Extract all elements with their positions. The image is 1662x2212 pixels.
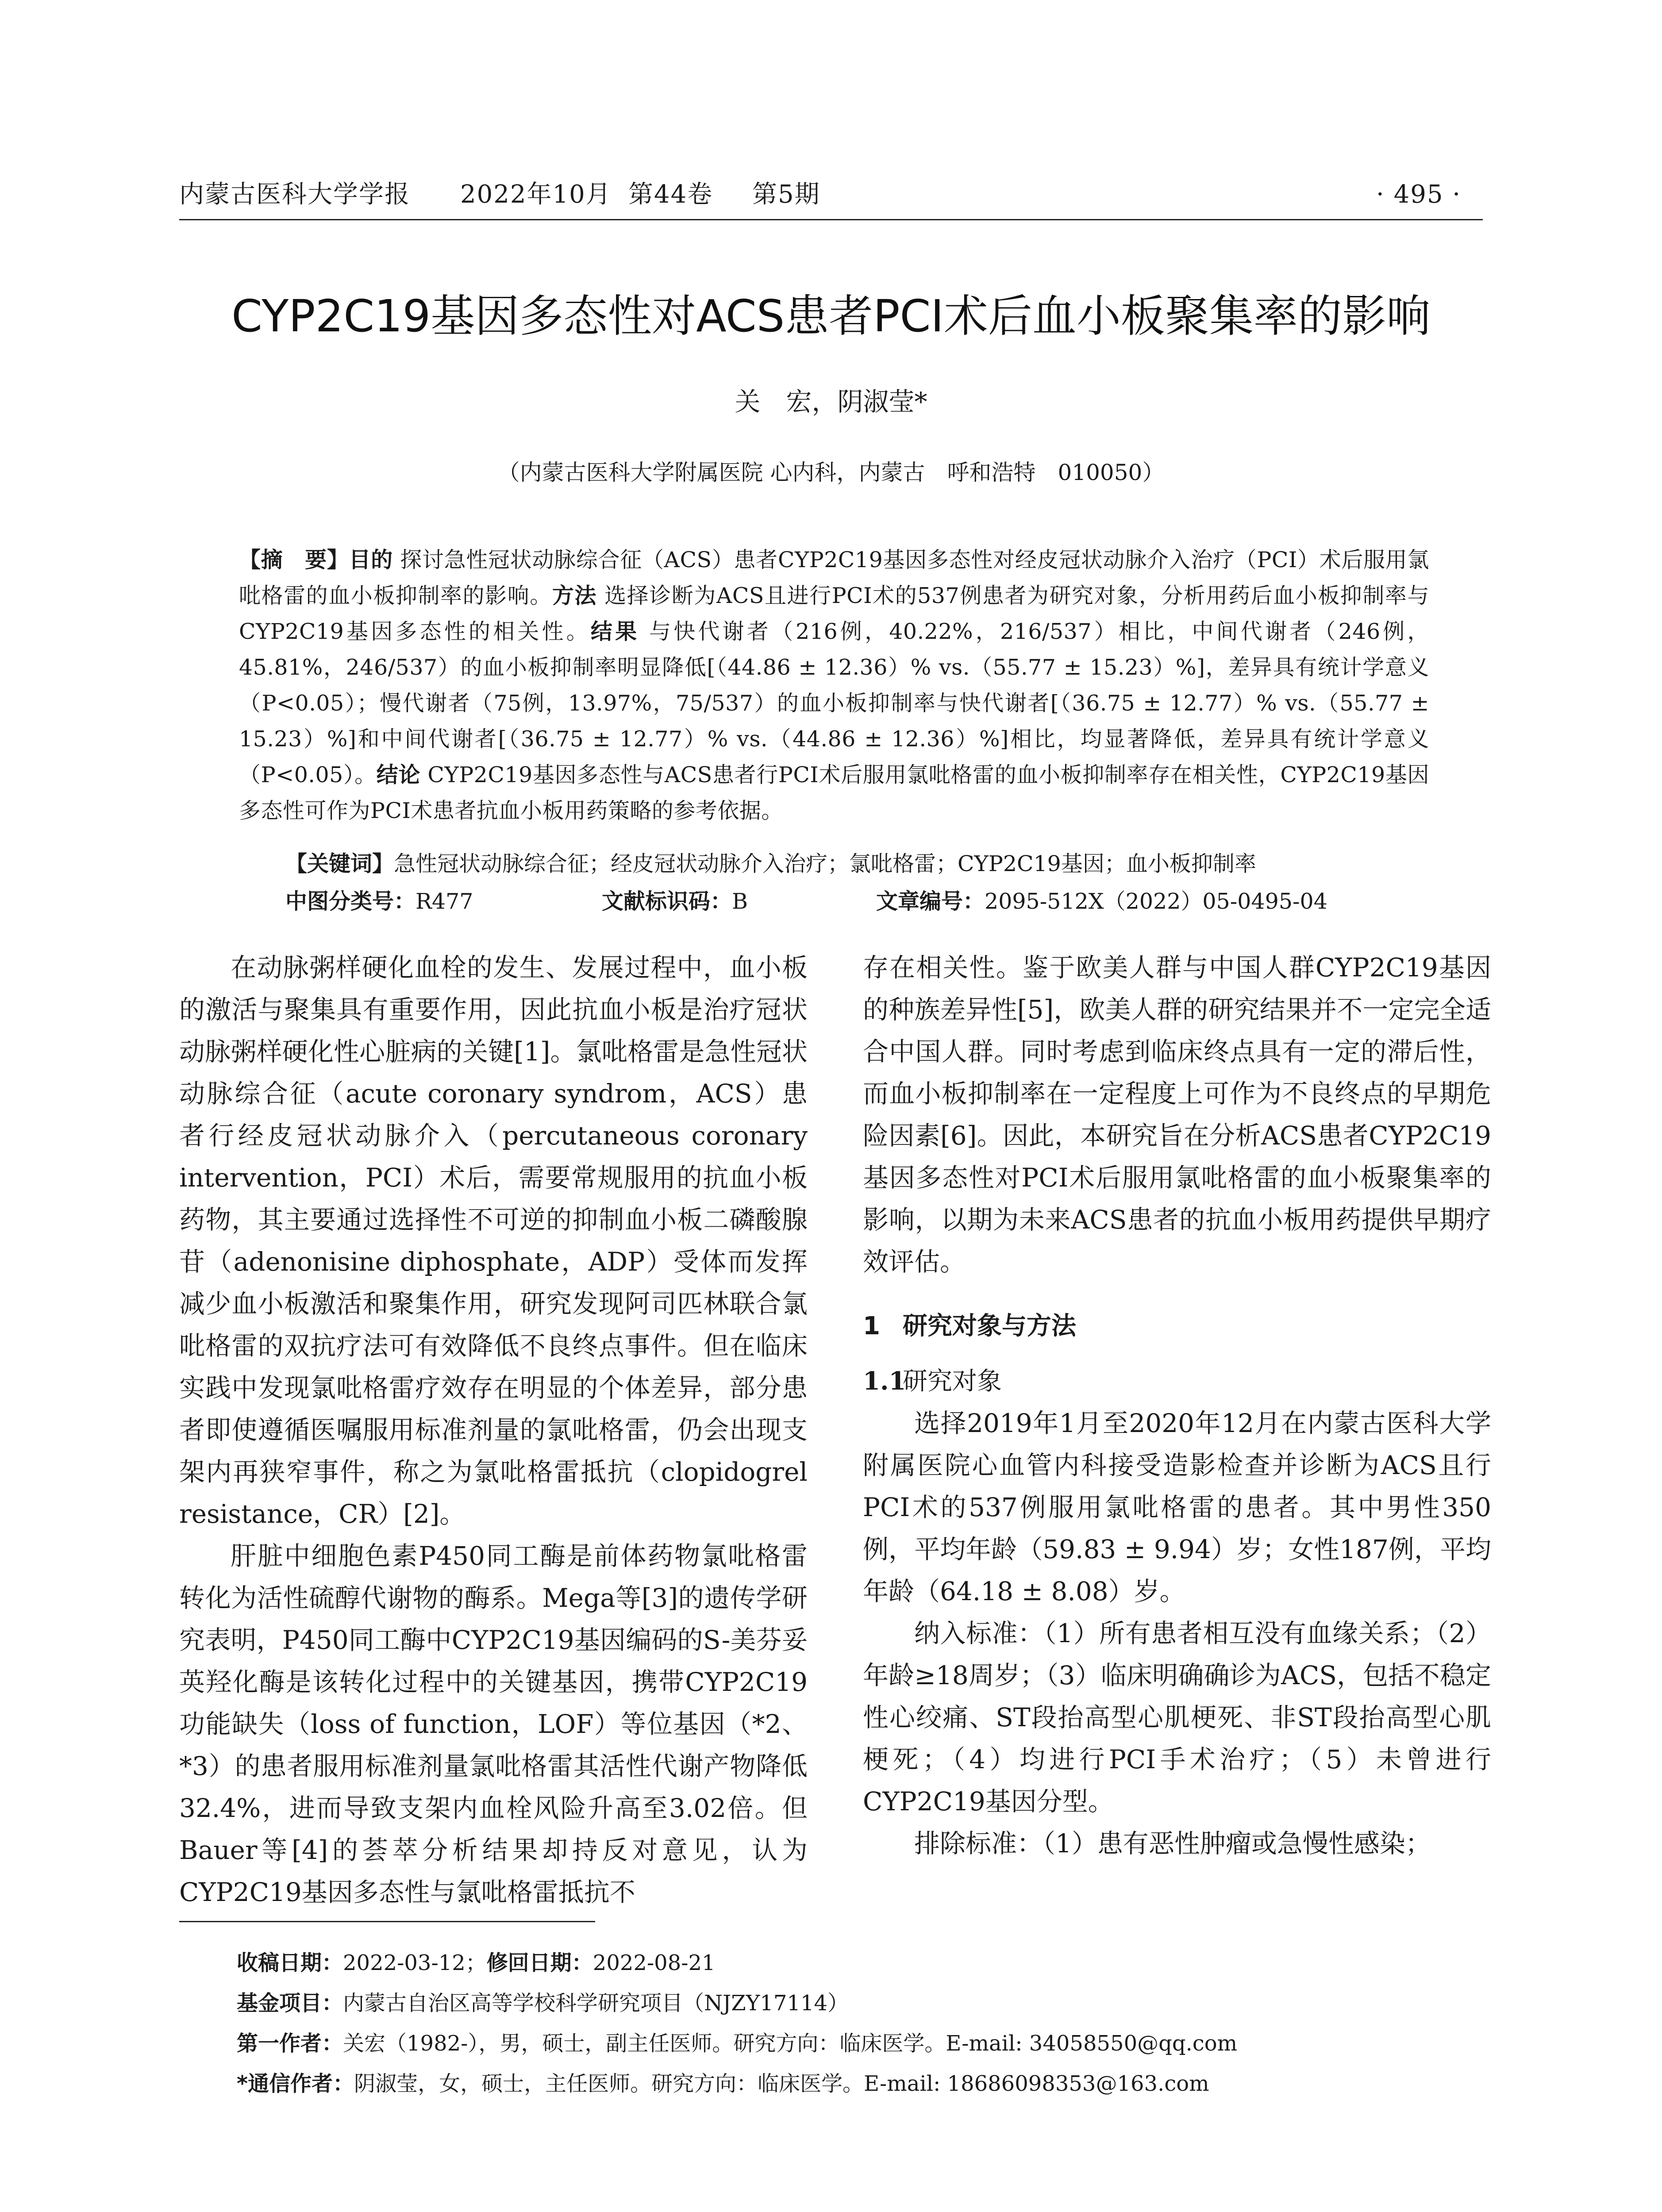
- corresponding-label: *通信作者：: [237, 2071, 354, 2096]
- volume: 第44卷: [628, 180, 713, 209]
- fund-label: 基金项目：: [237, 1991, 343, 2016]
- article-number: [876, 886, 1327, 917]
- methods-label: 方法: [552, 583, 597, 608]
- revised-value: 2022-08-21: [592, 1951, 716, 1975]
- article-no-value: 2095-512X（2022）05-0495-04: [985, 889, 1327, 914]
- keywords-label: 【关键词】: [285, 851, 394, 876]
- fund-info: [237, 1983, 1237, 2024]
- paragraph: 选择2019年1月至2020年12月在内蒙古医科大学附属医院心血管内科接受造影检查并诊断为ACS且行PCI术的537例服用氯吡格雷的患者。其中男性350例，平均年龄（59.83 ± 9.94）岁；女性187例，平均年龄（64.18 ± 8.08）岁。: [863, 1408, 1491, 1606]
- abstract-label: 【摘 要】: [239, 547, 349, 572]
- paragraph: 排除标准：（1）患有恶性肿瘤或急慢性感染；: [914, 1828, 1431, 1859]
- first-author-label: 第一作者：: [237, 2031, 343, 2056]
- revised-label: 修回日期：: [486, 1951, 593, 1975]
- section-heading: [863, 1305, 1491, 1347]
- paragraph: 肝脏中细胞色素P450同工酶是前体药物氯吡格雷转化为活性硫醇代谢物的酶系。Mega等[3]的遗传学研究表明，P450同工酶中CYP2C19基因编码的S-美芬妥英羟化酶是该转化过程中的关键基因，携带CYP2C19功能缺失（loss of function，LOF）等位基因（*2、*3）的患者服用标准剂量氯吡格雷其活性代谢产物降低32.4%，进而导致支架内血栓风险升高至3.02倍。但Bauer等[4]的荟萃分析结果却持反对意见，认为CYP2C19基因多态性与氯吡格雷抵抗不: [179, 1541, 808, 1907]
- methods-text: 选择诊断为ACS且进行PCI术的537例患者为研究对象，分析用药后血小板抑制率与CYP2C19基因多态性的相关性。: [239, 583, 1429, 644]
- paragraph: 纳入标准：（1）所有患者相互没有血缘关系；（2）年龄≥18周岁；（3）临床明确确诊为ACS，包括不稳定性心绞痛、ST段抬高型心肌梗死、非ST段抬高型心肌梗死；（4）均进行PCI手术治疗；（5）未曾进行CYP2C19基因分型。: [863, 1618, 1491, 1816]
- article-title: CYP2C19基因多态性对ACS患者PCI术后血小板聚集率的影响: [231, 290, 1431, 342]
- corresponding-author-info: [237, 2064, 1237, 2104]
- header-rule: [179, 219, 1483, 220]
- issue: 第5期: [752, 180, 820, 209]
- results-label: 结果: [590, 619, 640, 644]
- section-number: 1: [863, 1312, 880, 1340]
- affiliation: （内蒙古医科大学附属医院 心内科，内蒙古 呼和浩特 010050）: [497, 460, 1165, 485]
- abstract: [239, 542, 1429, 829]
- doc-code-label: 文献标识码：: [602, 889, 732, 914]
- received-label: 收稿日期：: [237, 1951, 343, 1975]
- body-right-column: [863, 947, 1491, 1865]
- paragraph: 在动脉粥样硬化血栓的发生、发展过程中，血小板的激活与聚集具有重要作用，因此抗血小板是治疗冠状动脉粥样硬化性心脏病的关键[1]。氯吡格雷是急性冠状动脉综合征（acute coronary syndrom，ACS）患者行经皮冠状动脉介入（percutaneous coronary intervention，PCI）术后，需要常规服用的抗血小板药物，其主要通过选择性不可逆的抑制血小板二磷酸腺苷（adenonisine diphosphate，ADP）受体而发挥减少血小板激活和聚集作用，研究发现阿司匹林联合氯吡格雷的双抗疗法可有效降低不良终点事件。但在临床实践中发现氯吡格雷疗效存在明显的个体差异，部分患者即使遵循医嘱服用标准剂量的氯吡格雷，仍会出现支架内再狭窄事件，称之为氯吡格雷抵抗（clopidogrel resistance，CR）[2]。: [179, 952, 808, 1529]
- footnote-rule: [179, 1921, 595, 1922]
- clc-value: R477: [416, 889, 473, 914]
- clc-number: [285, 886, 473, 917]
- keywords-text: 急性冠状动脉综合征；经皮冠状动脉介入治疗；氯吡格雷；CYP2C19基因；血小板抑制率: [394, 851, 1256, 876]
- authors: 关 宏，阴淑莹*: [735, 387, 927, 417]
- conclusion-label: 结论: [376, 762, 421, 787]
- paragraph: 存在相关性。鉴于欧美人群与中国人群CYP2C19基因的种族差异性[5]，欧美人群的研究结果并不一定完全适合中国人群。同时考虑到临床终点具有一定的滞后性，而血小板抑制率在一定程度上可作为不良终点的早期危险因素[6]。因此，本研究旨在分析ACS患者CYP2C19基因多态性对PCI术后服用氯吡格雷的血小板聚集率的影响，以期为未来ACS患者的抗血小板用药提供早期疗效评估。: [863, 952, 1491, 1277]
- keywords: [285, 849, 1431, 879]
- article-no-label: 文章编号：: [876, 889, 985, 914]
- subsection-number: 1.1: [863, 1367, 906, 1396]
- received-value: 2022-03-12；: [343, 1951, 487, 1975]
- footnotes: [237, 1943, 1237, 2104]
- journal-name: 内蒙古医科大学学报: [179, 180, 410, 209]
- first-author-info: [237, 2024, 1237, 2064]
- results-text: 与快代谢者（216例，40.22%，216/537）相比，中间代谢者（246例，45.81%，246/537）的血小板抑制率明显降低[（44.86 ± 12.36）% vs.（55.77 ± 15.23）%]，差异具有统计学意义（P<0.05）；慢代谢者（75例，13.97%，75/537）的血小板抑制率与快代谢者[（36.75 ± 12.77）% vs.（55.77 ± 15.23）%]和中间代谢者[（36.75 ± 12.77）% vs.（44.86 ± 12.36）%]相比，均显著降低，差异具有统计学意义（P<0.05）。: [239, 619, 1429, 787]
- issue-date: 2022年10月: [460, 180, 612, 209]
- subsection-heading: [863, 1360, 1491, 1402]
- document-code: [602, 886, 748, 917]
- clc-label: 中图分类号：: [285, 889, 416, 914]
- first-author-value: 关宏（1982-），男，硕士，副主任医师。研究方向：临床医学。E-mail: 34058550@qq.com: [343, 2031, 1238, 2056]
- objective-text: 探讨急性冠状动脉综合征（ACS）患者CYP2C19基因多态性对经皮冠状动脉介入治疗（PCI）术后服用氯吡格雷的血小板抑制率的影响。: [239, 547, 1429, 608]
- fund-value: 内蒙古自治区高等学校科学研究项目（NJZY17114）: [343, 1991, 849, 2016]
- objective-label: 目的: [349, 547, 393, 572]
- page-number: · 495 ·: [1376, 180, 1462, 209]
- conclusion-text: CYP2C19基因多态性与ACS患者行PCI术后服用氯吡格雷的血小板抑制率存在相关性，CYP2C19基因多态性可作为PCI术患者抗血小板用药策略的参考依据。: [239, 762, 1429, 823]
- doc-code-value: B: [732, 889, 748, 914]
- body-left-column: [179, 947, 808, 1913]
- corresponding-value: 阴淑莹，女，硕士，主任医师。研究方向：临床医学。E-mail: 18686098353@163.com: [354, 2071, 1209, 2096]
- received-date: [237, 1943, 1237, 1983]
- subsection-title: 研究对象: [903, 1367, 1002, 1396]
- section-title: 研究对象与方法: [903, 1312, 1076, 1340]
